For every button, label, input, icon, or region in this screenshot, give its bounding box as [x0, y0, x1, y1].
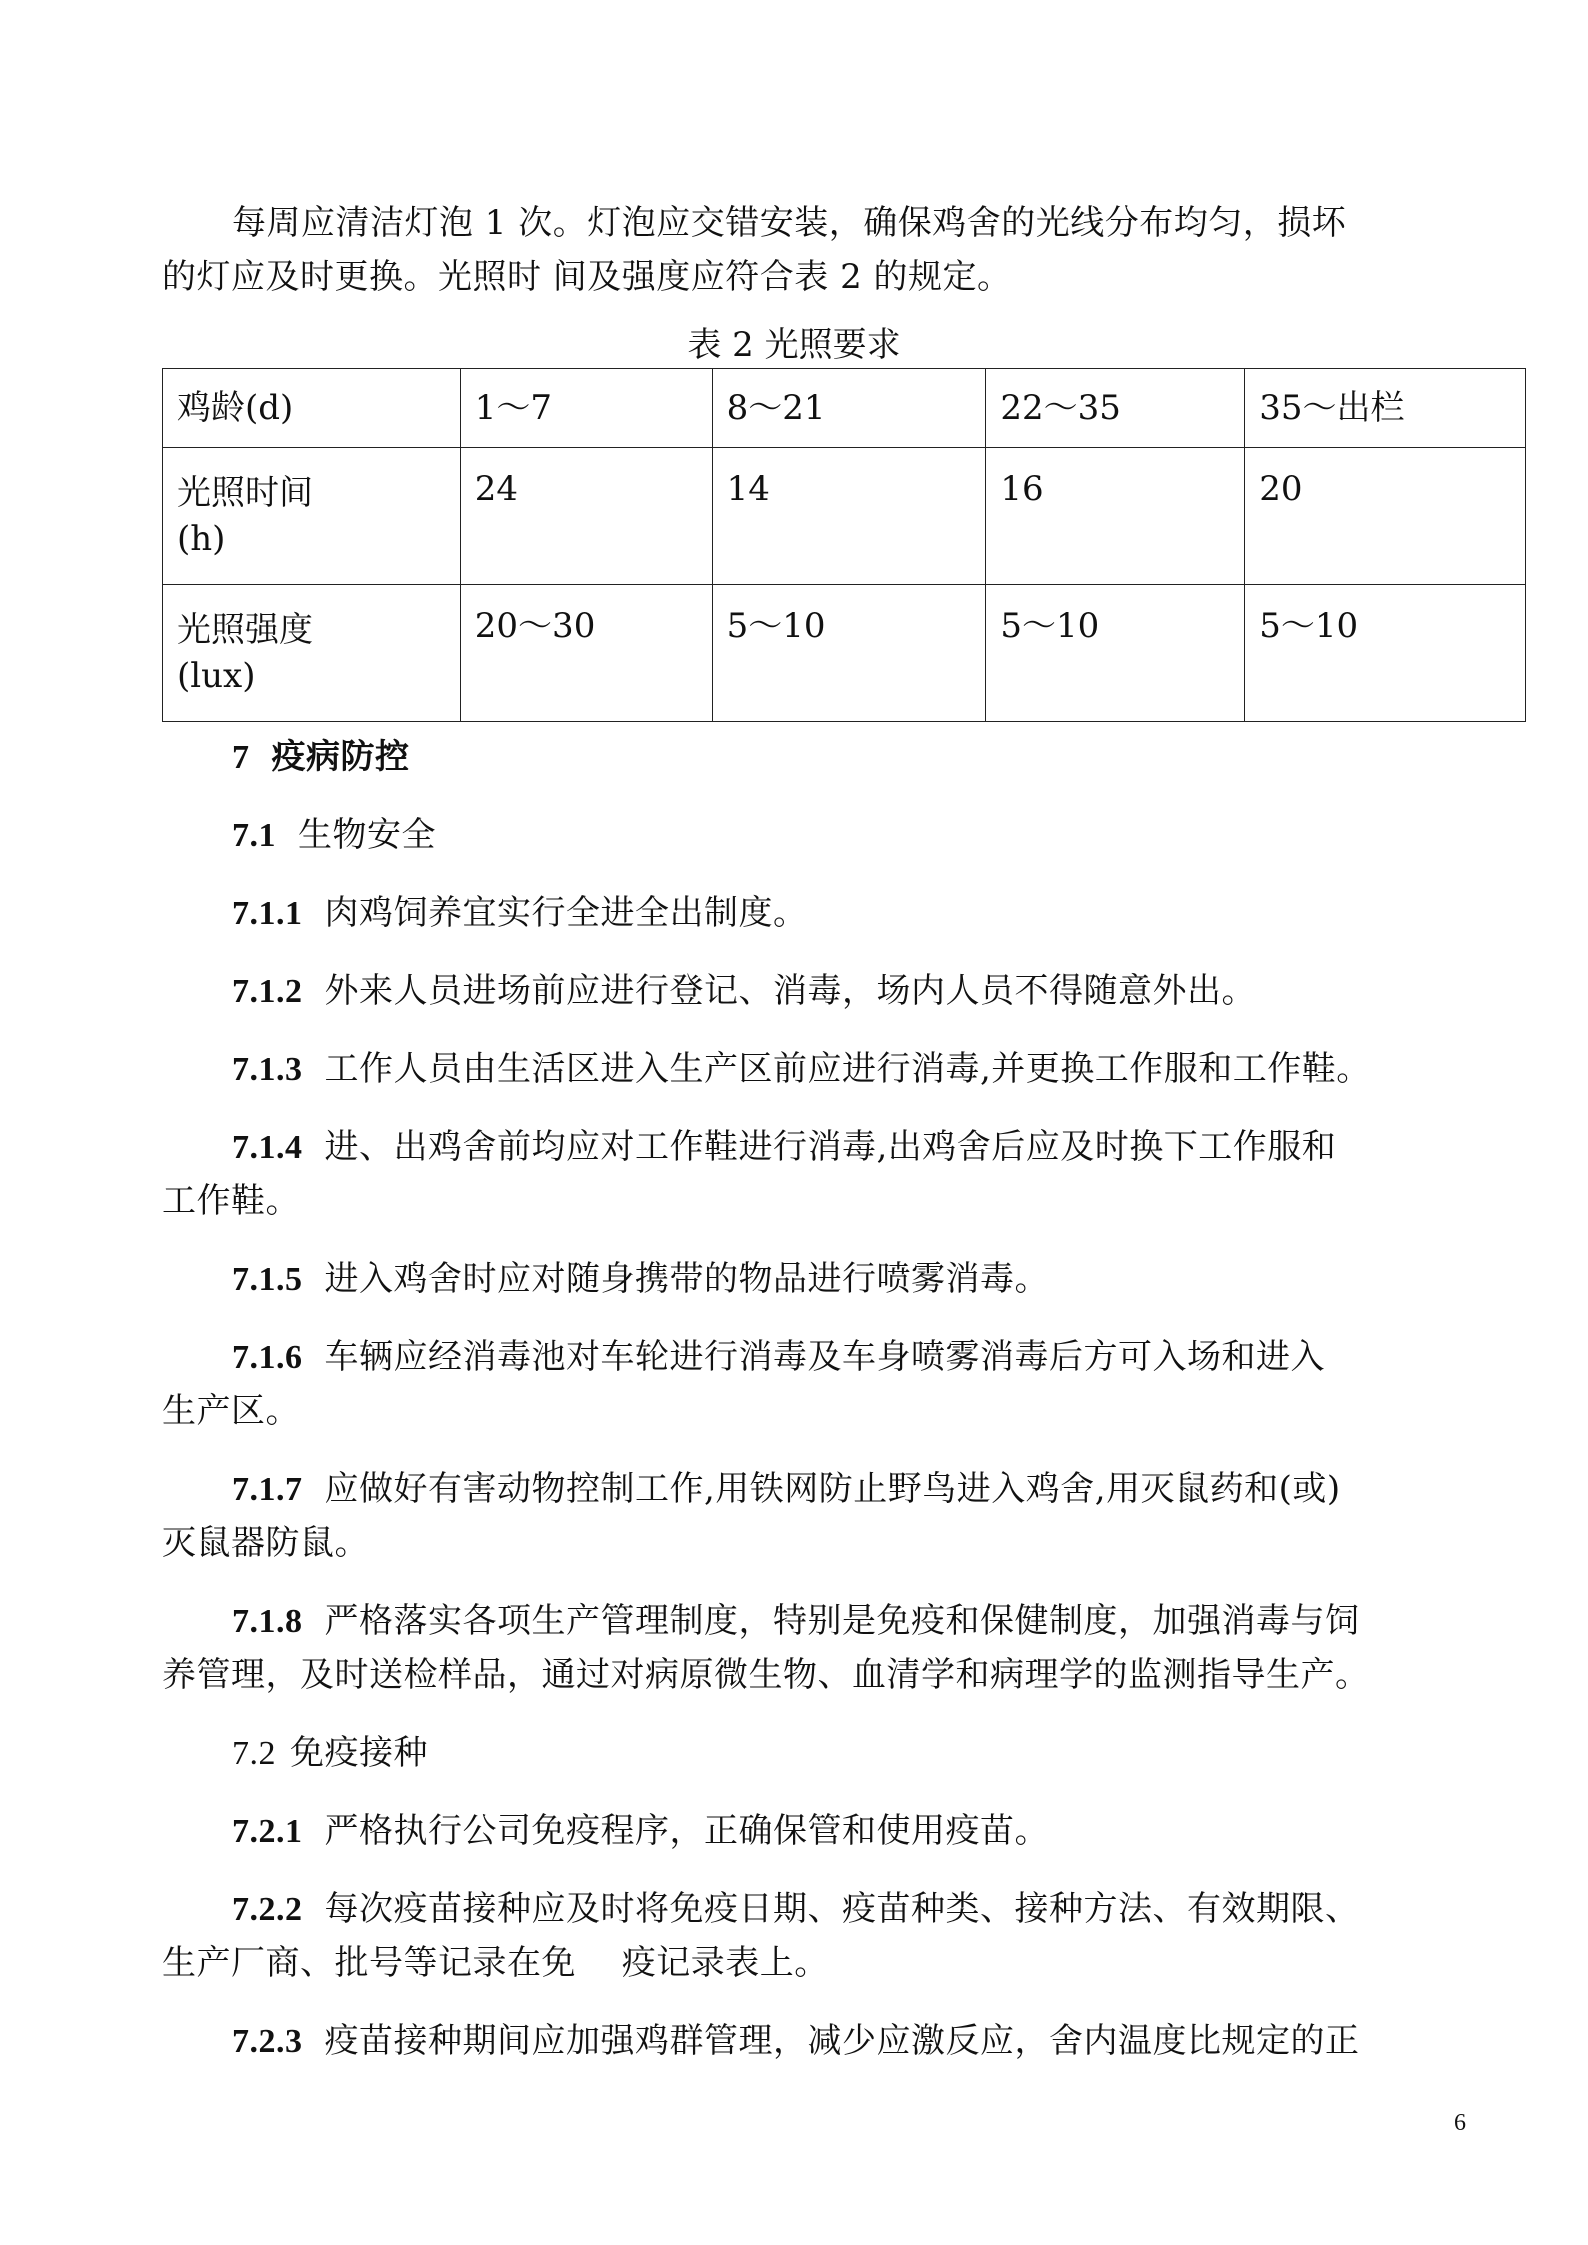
table-cell: 22～35 — [986, 369, 1245, 448]
clause-7-1-4 — [232, 1120, 1336, 1175]
clause-7-1-5 — [232, 1252, 1049, 1307]
section-title: 免疫接种 — [290, 1733, 428, 1773]
clause-7-2-2-continued: 生产厂商、批号等记录在免 疫记录表上。 — [162, 1943, 829, 1983]
table-row — [163, 585, 1526, 722]
clause-number: 7.2.2 — [232, 1891, 303, 1928]
table-cell: 5～10 — [712, 585, 986, 722]
table-cell: 光照强度 (lux) — [163, 585, 461, 722]
clause-number: 7.1.6 — [232, 1339, 303, 1376]
clause-7-2-2 — [232, 1882, 1360, 1937]
clause-number: 7.1.2 — [232, 973, 303, 1010]
clause-7-1-6-continued: 生产区。 — [162, 1391, 300, 1431]
clause-7-1-6 — [232, 1330, 1325, 1385]
clause-number: 7.2.1 — [232, 1813, 303, 1850]
clause-text: 应做好有害动物控制工作,用铁网防止野鸟进入鸡舍,用灭鼠药和(或) — [324, 1469, 1341, 1509]
table-cell: 16 — [986, 448, 1245, 585]
clause-text: 车辆应经消毒池对车轮进行消毒及车身喷雾消毒后方可入场和进入 — [324, 1337, 1325, 1377]
intro-line-2: 的灯应及时更换。光照时 间及强度应符合表 2 的规定。 — [162, 257, 1012, 297]
table-cell: 1～7 — [460, 369, 712, 448]
clause-text: 进、出鸡舍前均应对工作鞋进行消毒,出鸡舍后应及时换下工作服和 — [324, 1127, 1337, 1167]
table-row — [163, 448, 1526, 585]
table-row — [163, 369, 1526, 448]
clause-number: 7.2.3 — [232, 2023, 303, 2060]
page-number: 6 — [1454, 2110, 1466, 2136]
table-cell: 20 — [1245, 448, 1526, 585]
section-number: 7.1 — [232, 817, 276, 854]
clause-text: 疫苗接种期间应加强鸡群管理，减少应激反应，舍内温度比规定的正 — [324, 2021, 1360, 2061]
clause-7-2-1 — [232, 1804, 1049, 1859]
clause-number: 7.1.5 — [232, 1261, 303, 1298]
clause-number: 7.1.1 — [232, 895, 303, 932]
section-heading-7-2 — [232, 1726, 428, 1781]
clause-7-1-4-continued: 工作鞋。 — [162, 1181, 300, 1221]
table-cell: 5～10 — [986, 585, 1245, 722]
clause-number: 7.1.3 — [232, 1051, 303, 1088]
clause-text: 肉鸡饲养宜实行全进全出制度。 — [324, 893, 808, 933]
clause-text: 工作人员由生活区进入生产区前应进行消毒,并更换工作服和工作鞋。 — [324, 1049, 1371, 1089]
table-cell: 20～30 — [460, 585, 712, 722]
table-cell: 24 — [460, 448, 712, 585]
section-number: 7.2 — [232, 1735, 276, 1772]
clause-7-1-2 — [232, 964, 1256, 1019]
table-cell: 35～出栏 — [1245, 369, 1526, 448]
section-heading-7 — [232, 730, 410, 785]
clause-text: 进入鸡舍时应对随身携带的物品进行喷雾消毒。 — [324, 1259, 1049, 1299]
section-number: 7 — [232, 739, 250, 776]
clause-text: 每次疫苗接种应及时将免疫日期、疫苗种类、接种方法、有效期限、 — [324, 1889, 1360, 1929]
section-heading-7-1 — [232, 808, 436, 863]
lighting-requirements-table — [162, 368, 1526, 722]
section-title: 生物安全 — [298, 815, 436, 855]
clause-7-1-3 — [232, 1042, 1371, 1097]
table-cell: 14 — [712, 448, 986, 585]
clause-7-1-8 — [232, 1594, 1360, 1649]
section-title: 疫病防控 — [271, 737, 410, 777]
clause-text: 严格落实各项生产管理制度，特别是免疫和保健制度，加强消毒与饲 — [324, 1601, 1360, 1641]
clause-7-1-7 — [232, 1462, 1341, 1517]
clause-number: 7.1.7 — [232, 1471, 303, 1508]
table-caption: 表 2 光照要求 — [687, 325, 901, 365]
clause-number: 7.1.4 — [232, 1129, 303, 1166]
clause-text: 外来人员进场前应进行登记、消毒，场内人员不得随意外出。 — [324, 971, 1256, 1011]
clause-text: 严格执行公司免疫程序，正确保管和使用疫苗。 — [324, 1811, 1049, 1851]
intro-line-1: 每周应清洁灯泡 1 次。灯泡应交错安装，确保鸡舍的光线分布均匀，损坏 — [232, 203, 1347, 243]
table-cell: 鸡龄(d) — [163, 369, 461, 448]
table-cell: 8～21 — [712, 369, 986, 448]
clause-number: 7.1.8 — [232, 1603, 303, 1640]
clause-7-1-7-continued: 灭鼠器防鼠。 — [162, 1523, 369, 1563]
clause-7-1-1 — [232, 886, 808, 941]
clause-7-2-3 — [232, 2014, 1360, 2069]
clause-7-1-8-continued: 养管理，及时送检样品，通过对病原微生物、血清学和病理学的监测指导生产。 — [162, 1655, 1370, 1695]
table-cell: 5～10 — [1245, 585, 1526, 722]
table-cell: 光照时间 (h) — [163, 448, 461, 585]
